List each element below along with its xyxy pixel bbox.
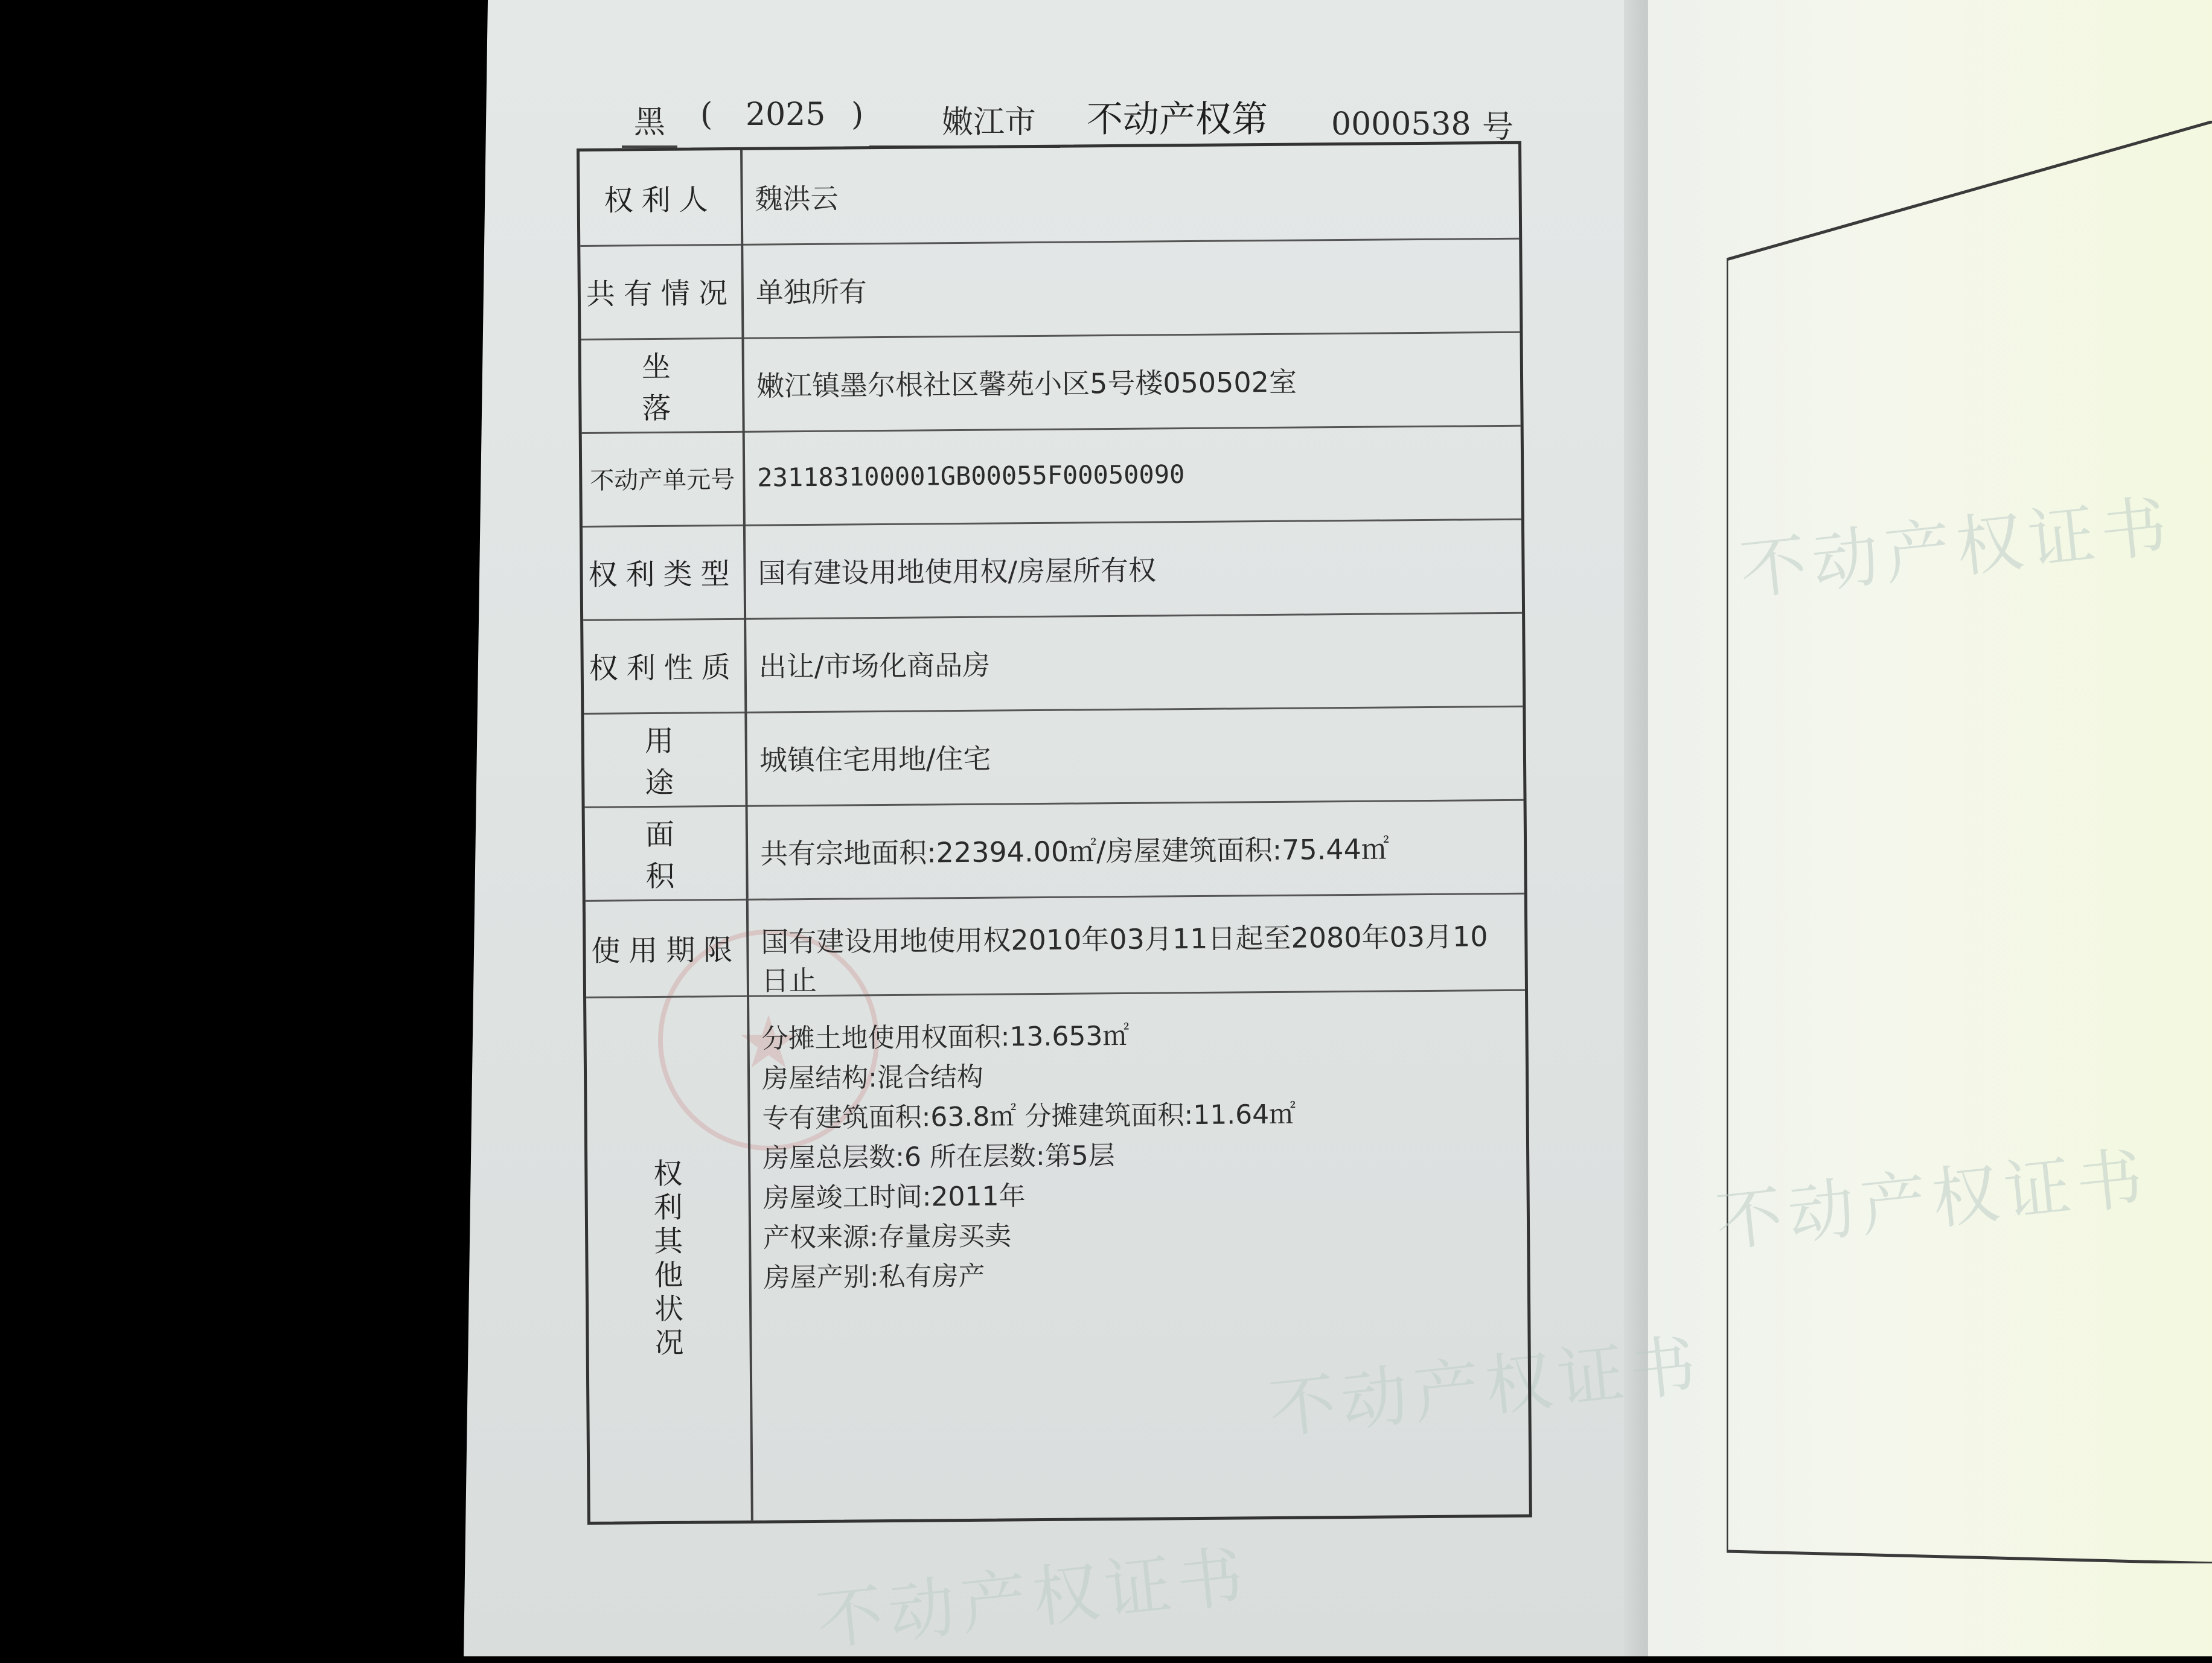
certificate-number: 0000538 <box>1331 106 1471 142</box>
row-value: 231183100001GB00055F00050090 <box>757 459 1185 493</box>
watermark: 不动产权证书 <box>1712 1138 2153 1262</box>
detail-line: 房屋总层数:6 所在层数:第5层 <box>762 1140 1115 1174</box>
other-status-details <box>761 1013 1509 1298</box>
row-label: 权利性质 <box>583 618 747 713</box>
label-char: 状 <box>654 1292 684 1327</box>
right-page-frame <box>1727 121 2212 1563</box>
label-char: 其 <box>653 1224 683 1259</box>
watermark: 不动产权证书 <box>1736 487 2177 610</box>
row-label: 权利类型 <box>583 525 746 619</box>
detail-line: 房屋竣工时间:2011年 <box>762 1181 1026 1214</box>
row-value: 魏洪云 <box>755 182 839 215</box>
label-char: 况 <box>654 1326 684 1361</box>
label-char: 他 <box>654 1258 683 1293</box>
other-status-label <box>586 995 753 1522</box>
row-label: 不动产单元号 <box>582 431 746 526</box>
table-row <box>580 144 1519 247</box>
paren-open: ( <box>700 97 713 133</box>
row-label: 共有情况 <box>580 244 744 339</box>
table-row <box>583 612 1523 715</box>
detail-line: 专有建筑面积:63.8㎡ 分摊建筑面积:11.64㎡ <box>762 1099 1296 1134</box>
table-row <box>583 519 1522 621</box>
number-suffix: 号 <box>1482 109 1514 145</box>
label-char: 利 <box>653 1190 683 1225</box>
watermark: 不动产权证书 <box>1265 1326 1706 1449</box>
certificate-title: 不动产权第 <box>1087 98 1268 141</box>
row-label: 用途 <box>584 712 747 806</box>
city-name: 嫩江市 <box>869 97 1060 148</box>
detail-line: 房屋产别:私有房产 <box>763 1260 985 1294</box>
table-row-other <box>586 989 1529 1522</box>
official-seal: ★ <box>658 930 879 1151</box>
table-row <box>580 238 1520 340</box>
row-value: 城镇住宅用地/住宅 <box>759 742 991 777</box>
row-value: 共有宗地面积:22394.00㎡/房屋建筑面积:75.44㎡ <box>759 832 1390 870</box>
row-label: 坐落 <box>581 337 744 432</box>
row-label: 面积 <box>585 805 749 900</box>
row-value: 单独所有 <box>755 275 868 309</box>
detail-line: 房屋结构:混合结构 <box>761 1061 984 1094</box>
certificate-header <box>604 85 1546 145</box>
watermark: 不动产权证书 <box>813 1537 1253 1660</box>
row-label: 使用期限 <box>586 899 749 997</box>
row-value: 出让/市场化商品房 <box>758 648 991 683</box>
table-row <box>581 331 1520 434</box>
row-value: 国有建设用地使用权/房屋所有权 <box>758 553 1157 590</box>
paren-close: ) <box>851 97 864 133</box>
detail-line: 分摊土地使用权面积:13.653㎡ <box>761 1020 1130 1055</box>
table-row <box>584 706 1523 808</box>
province-abbr: 黑 <box>622 97 677 148</box>
row-value: 嫩江镇墨尔根社区馨苑小区5号楼050502室 <box>756 365 1297 403</box>
detail-line: 产权来源:存量房买卖 <box>762 1221 1012 1254</box>
label-char: 权 <box>653 1157 683 1192</box>
row-value: 国有建设用地使用权2010年03月11日起至2080年03月10日止 <box>761 920 1488 997</box>
table-row <box>582 425 1521 528</box>
row-label: 权利人 <box>580 150 743 245</box>
certificate-year: 2025 <box>746 97 826 133</box>
table-row <box>585 799 1524 902</box>
table-row <box>586 893 1525 998</box>
rights-table <box>577 141 1532 1525</box>
